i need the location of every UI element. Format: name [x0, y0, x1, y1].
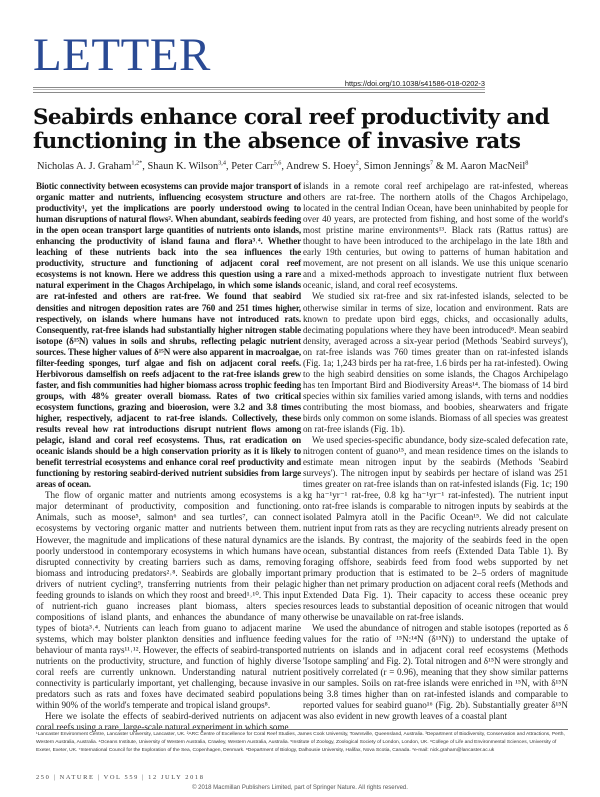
body-paragraph: We studied six rat-free and six rat-infested islands, selected to be otherwise similar in terms of size, location and environment. Rats are known to predate upon bird eggs, chicks, and occasionally adults, decimating populations where they have been introduced⁸. Mean seabird density, averaged across a six-year period (Methods 'Seabird surveys'), on rat-free islands was 760 times greater than on rat-infested islands (Fig. 1a; 1,243 birds per ha rat-free, 1.6 birds per ha rat-infested). Owing to the high seabird densities on some islands, the Chagos Archipelago has ten Important Bird and Biodiversity Areas¹⁴. The biomass of 14 bird species within six families varied among islands, with terns and noddies contributing the most biomass, and boobies, shearwaters and frigate birds only common on some islands. Biomass of all species was greatest on rat-free islands (Fig. 1b). [303, 291, 568, 435]
doi-link[interactable]: https://doi.org/10.1038/s41586-018-0202-3 [344, 79, 485, 88]
author-list [37, 161, 577, 172]
body-paragraph: We used the abundance of nitrogen and stable isotopes (reported as δ values for the ratio of ¹⁵N:¹⁴N (δ¹⁵N)) to understand the uptake of nutrients on islands and in adjacent coral reef ecosystems (Methods 'Isotope sampling' and Fig. 2). Total nitrogen and δ¹⁵N were strongly and positively correlated (r = 0.96), meaning that they show similar patterns in our samples. Soils on rat-free islands were enriched in ¹⁵N, with δ¹⁵N being 3.8 times higher than on rat-infested islands and comparable to reported values for seabird guano¹⁶ (Fig. 2b). Substantially greater δ¹⁵N was also evident in new growth leaves of a coastal plant [303, 622, 568, 722]
body-paragraph: islands in a remote coral reef archipelago are rat-infested, whereas others are rat-free. The northern atolls of the Chagos Archipelago, located in the central Indian Ocean, have been uninhabited by people for over 40 years, are protected from fishing, and host some of the world's most pristine marine environments¹³. Black rats (Rattus rattus) are thought to have been introduced to the archipelago in the late 18th and early 19th centuries, but owing to patterns of human habitation and movement, are not present on all islands. We use this unique scenario and a mixed-methods approach to investigate nutrient flux between oceanic, island, and coral reef ecosystems. [303, 181, 568, 291]
body-paragraph: We used species-specific abundance, body size-scaled defecation rate, nitrogen content of guano¹⁵, and mean residence times on the islands to estimate mean nitrogen input by the seabirds (Methods 'Seabird surveys'). The nitrogen input by seabirds per hectare of island was 251 times greater on rat-free islands than on rat-infested islands (Fig. 1c; 190 kg ha⁻¹yr⁻¹ rat-free, 0.8 kg ha⁻¹yr⁻¹ rat-infested). The nutrient input onto rat-free islands is comparable to nitrogen inputs by seabirds at the isolated Palmyra atoll in the Pacific Ocean¹⁵. We did not calculate nutrient input from rats as they are recycling nutrients already present on the islands. By contrast, the majority of the seabirds feed in the open ocean, substantial distances from reefs (Extended Data Table 1). By foraging offshore, seabirds feed from food webs supported by net primary production that is estimated to be 2–5 orders of magnitude higher than net primary production on adjacent coral reefs (Methods and Extended Data Fig. 1). Their capacity to access these oceanic prey resources leads to substantial deposition of oceanic nitrogen that would otherwise be unavailable on rat-free islands. [303, 435, 568, 622]
title-line-2: functioning in the absence of invasive rats [33, 129, 521, 154]
header-rule [33, 87, 485, 93]
author: Shaun K. Wilson$^{3,4}$, [147, 159, 232, 172]
left-column [36, 181, 301, 733]
title-line-1: Seabirds enhance coral reef productivity and [33, 105, 550, 130]
author: Nicholas A. J. Graham$^{1,2*}$, [37, 159, 148, 172]
page-header [33, 30, 485, 90]
page-info: 250 | NATURE | VOL 559 | 12 JULY 2018 [36, 774, 205, 781]
affiliations-footnote: ¹Lancaster Environment Centre, Lancaster University, Lancaster, UK. ²ARC Centre of Excellence for Coral Reef Studies, James Cook University, Townsville, Queensland, Australia. ³Department of Biodiversity, Conservation and Attractions, Perth, Western Australia, Australia. ⁴Oceans Institute, University of Western Australia, Crawley, Western Australia, Australia. ⁵Institute of Zoology, Zoological Society of London, London, UK. ⁶College of Life and Environmental Sciences, University of Exeter, Exeter, UK. ⁷International Council for the Exploration of the Sea, Copenhagen, Denmark. ⁸Department of Biology, Dalhousie University, Halifax, Nova Scotia, Canada. *e-mail: nick.graham@lancaster.ac.uk [36, 732, 565, 754]
abstract: Biotic connectivity between ecosystems can provide major transport of organic matter and nutrients, influencing ecosystem structure and productivity¹, yet the implications are poorly understood owing to human disruptions of natural flows². When abundant, seabirds feeding in the open ocean transport large quantities of nutrients onto islands, enhancing the productivity of island fauna and flora³˒⁴. Whether leaching of these nutrients back into the sea influences the productivity, structure and functioning of adjacent coral reef ecosystems is not known. Here we address this question using a rare natural experiment in the Chagos Archipelago, in which some islands are rat-infested and others are rat-free. We found that seabird densities and nitrogen deposition rates are 760 and 251 times higher, respectively, on islands where humans have not introduced rats. Consequently, rat-free islands had substantially higher nitrogen stable isotope (δ¹⁵N) values in soils and shrubs, reflecting pelagic nutrient sources. These higher values of δ¹⁵N were also apparent in macroalgae, filter-feeding sponges, turf algae and fish on adjacent coral reefs. Herbivorous damselfish on reefs adjacent to the rat-free islands grew faster, and fish communities had higher biomass across trophic feeding groups, with 48% greater overall biomass. Rates of two critical ecosystem functions, grazing and bioerosion, were 3.2 and 3.8 times higher, respectively, adjacent to rat-free islands. Collectively, these results reveal how rat introductions disrupt nutrient flows among pelagic, island and coral reef ecosystems. Thus, rat eradication on oceanic islands should be a high conservation priority as it is likely to benefit terrestrial ecosystems and enhance coral reef productivity and functioning by restoring seabird-derived nutrient subsidies from large areas of ocean. [36, 181, 301, 490]
copyright-notice: © 2018 Macmillan Publishers Limited, part of Springer Nature. All rights reserved. [192, 785, 408, 791]
section-label: LETTER [33, 29, 211, 81]
body-paragraph: Here we isolate the effects of seabird-derived nutrients on adjacent coral reefs using a rare, large-scale natural experiment in which some [36, 711, 301, 733]
footnote-rule [36, 729, 568, 730]
author: M. Aaron MacNeil$^8$ [446, 159, 529, 172]
body-paragraph: The flow of organic matter and nutrients among ecosystems is a major determinant of productivity, composition and functioning. Animals, such as moose⁵, salmon⁶ and sea turtles⁷, can connect ecosystems by vectoring organic matter and nutrients between them. However, the magnitude and implications of these natural dynamics are poorly understood in contemporary ecosystems in which humans have disrupted connectivity by creating barriers such as dams, removing biomass and introducing predators²˒⁸. Seabirds are globally important drivers of nutrient cycling⁹, transferring nutrients from their pelagic feeding grounds to islands on which they roost and breed¹˒¹⁰. This input of nutrient-rich guano increases plant biomass, alters species compositions of island plants, and enhances the abundance of many types of biota³˒⁴. Nutrients can leach from guano to adjacent marine systems, which may bolster plankton densities and influence feeding behaviour of manta rays¹¹˒¹². However, the effects of seabird-transported nutrients on the productivity, structure, and function of highly diverse coral reefs are currently unknown. Understanding natural nutrient connectivity is particularly important, yet challenging, because invasive predators such as rats and foxes have decimated seabird populations within 90% of the world's temperate and tropical island groups⁸. [36, 490, 301, 711]
right-column [303, 181, 568, 722]
author: Andrew S. Hoey$^2$, [286, 159, 364, 172]
article-title [33, 106, 573, 154]
author: Simon Jennings$^7$ & [363, 159, 447, 172]
author: Peter Carr$^{5,6}$, [231, 159, 287, 172]
